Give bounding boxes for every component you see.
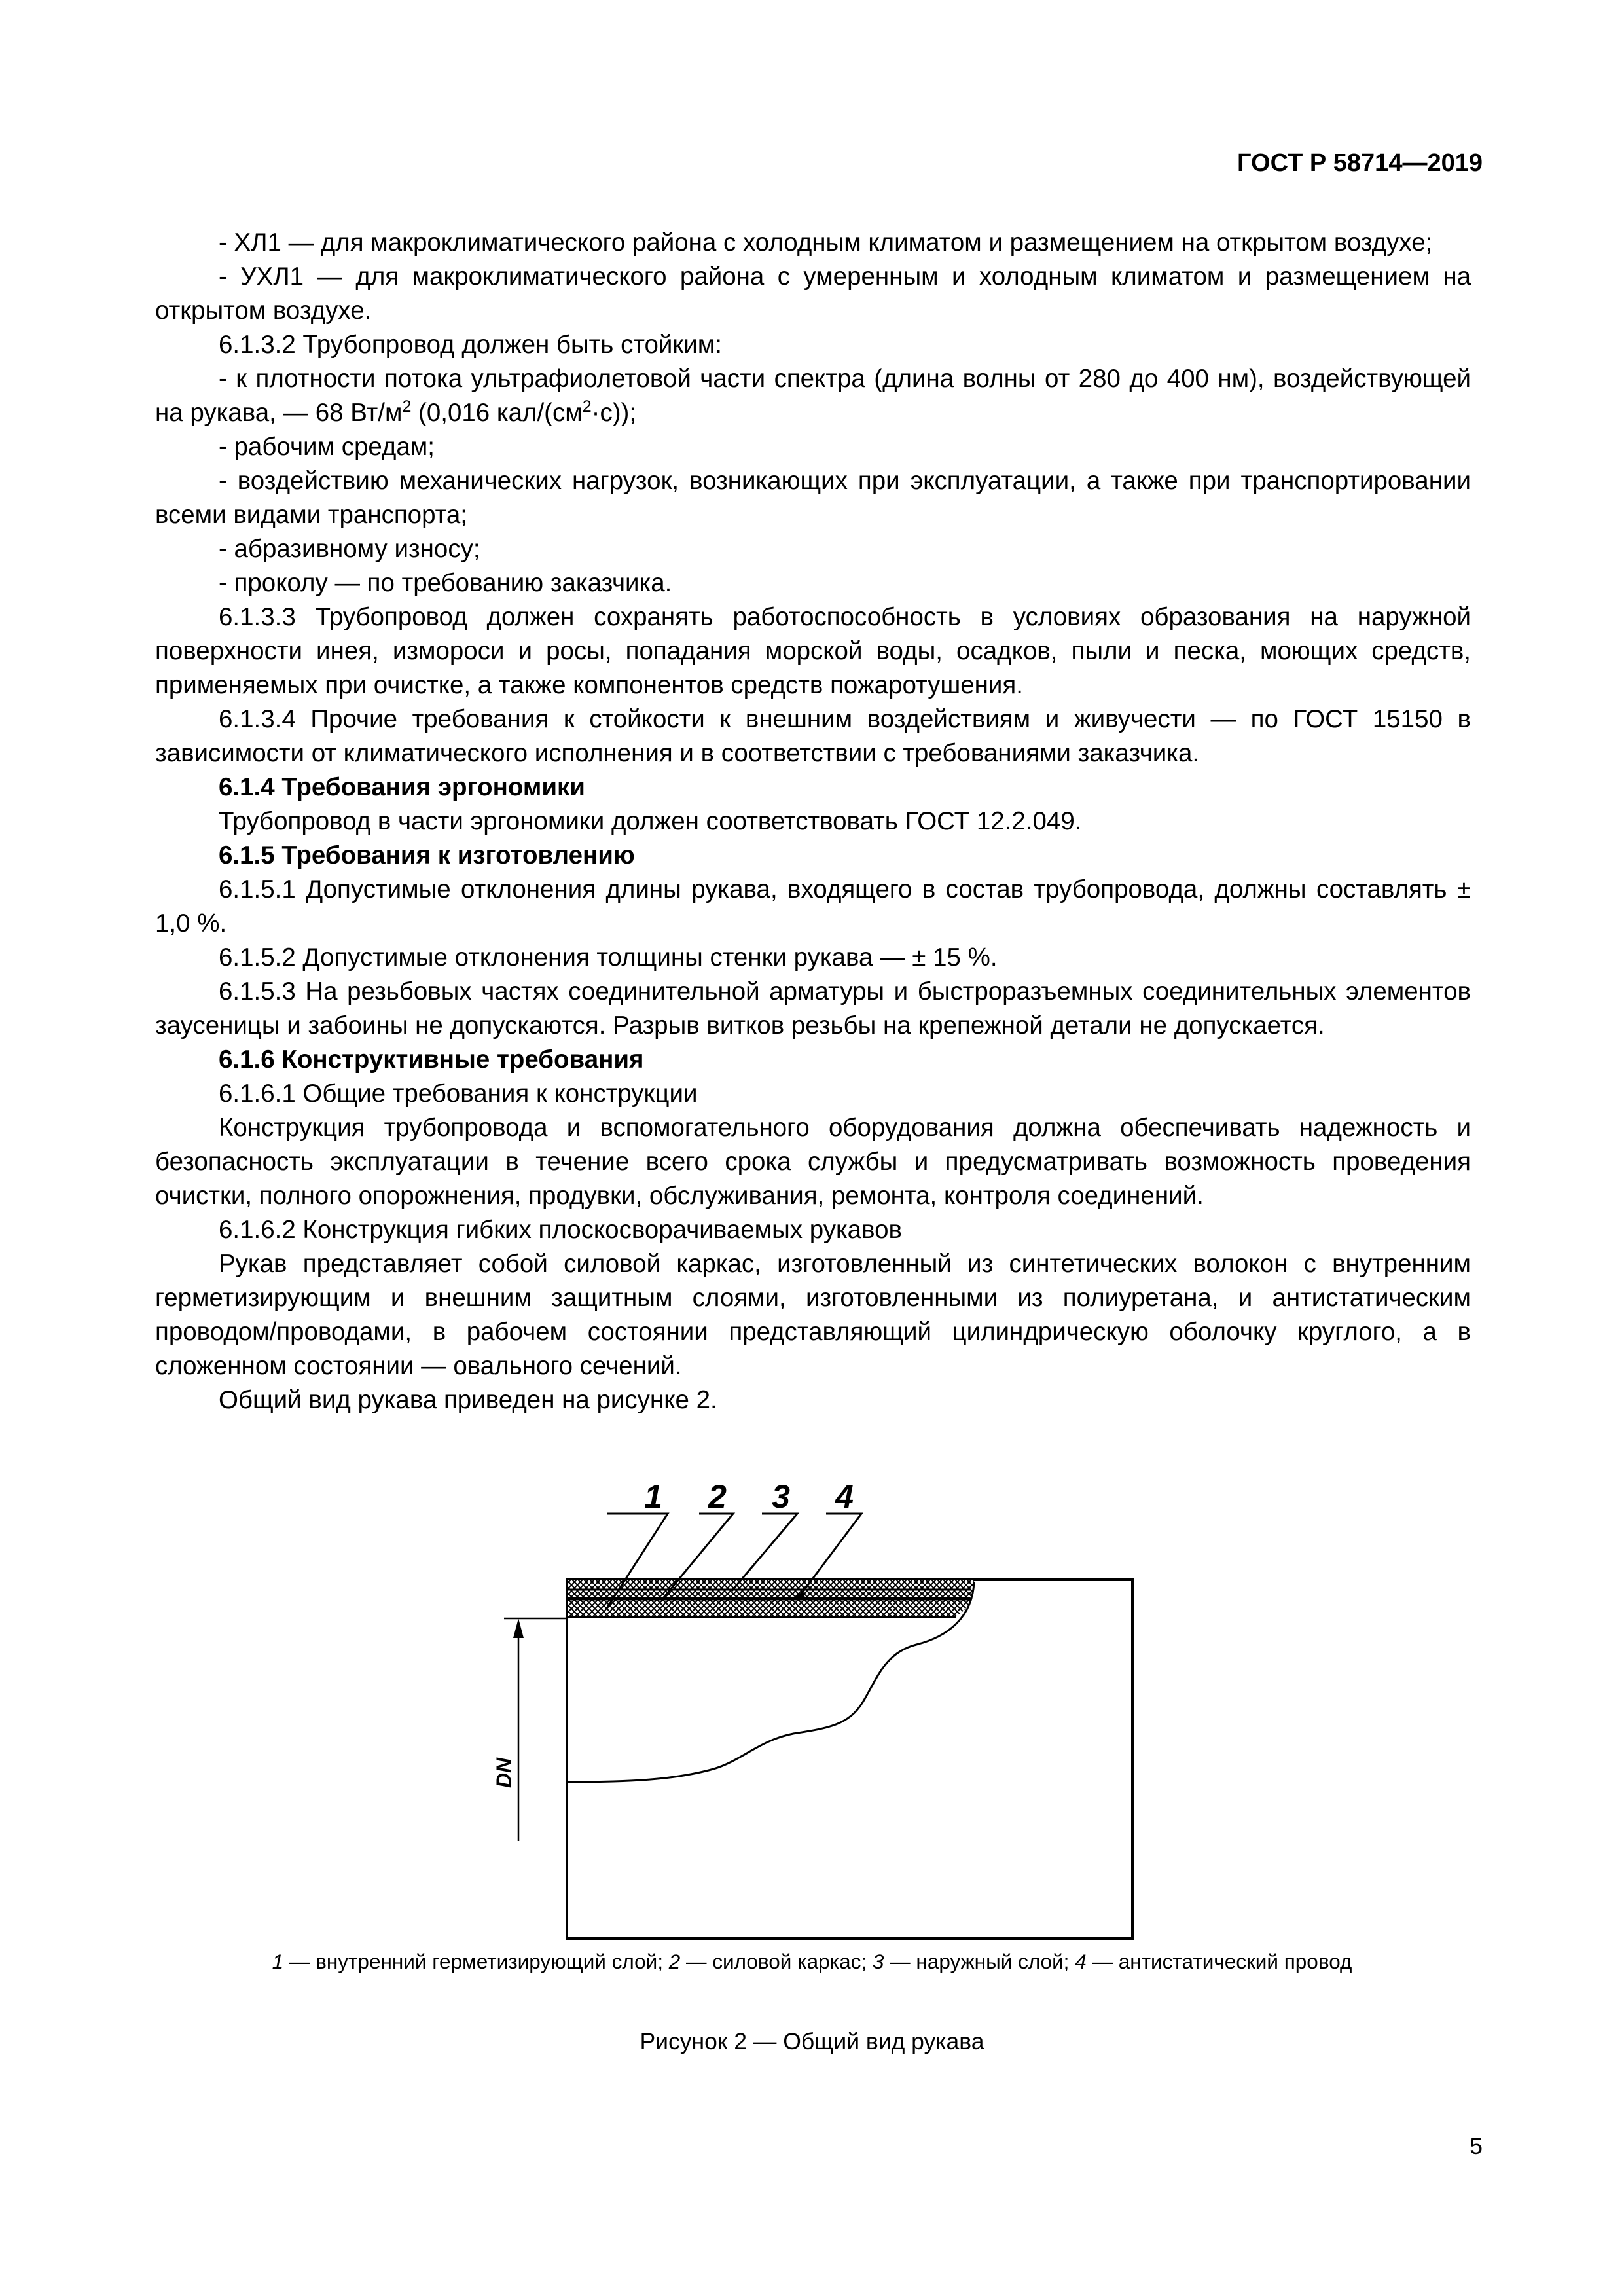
text-run: ·с)); (591, 399, 637, 427)
legend-text: — антистатический провод (1086, 1950, 1352, 1973)
leader-arrow-4 (793, 1591, 805, 1599)
superscript: 2 (582, 397, 592, 416)
paragraph: Общий вид рукава приведен на рисунке 2. (219, 1386, 717, 1414)
leader-line-3 (732, 1514, 797, 1591)
paragraph: - воздействию механических нагрузок, возникающих при эксплуатации, а также при транспортировании всеми видами транспорта; (155, 467, 1471, 529)
paragraph: - проколу — по требованию заказчика. (219, 569, 672, 597)
figure-label-4: 4 (835, 1478, 854, 1515)
paragraph: 6.1.6.2 Конструкция гибких плоскосворачиваемых рукавов (219, 1216, 902, 1244)
legend-number: 1 (272, 1950, 284, 1973)
paragraph: - ХЛ1 — для макроклиматического района с холодным климатом и размещением на открытом воздухе; (219, 228, 1433, 257)
figure-label-2: 2 (708, 1478, 727, 1515)
paragraph: Рукав представляет собой силовой каркас, изготовленный из синтетических волокон с внутренним герметизирующим и внешним защитным слоями, изготовленными из полиуретана, и антистатическим проводом/проводами, в рабочем состоянии представляющий цилиндрическую оболочку круглого, а в сложенном состоянии — овального сечений. (155, 1250, 1471, 1380)
section-heading: 6.1.6 Конструктивные требования (219, 1046, 644, 1074)
legend-number: 3 (872, 1950, 884, 1973)
layer-hatch-band (568, 1580, 974, 1617)
legend-text: — наружный слой; (884, 1950, 1075, 1973)
paragraph: 6.1.5.2 Допустимые отклонения толщины стенки рукава — ± 15 %. (219, 943, 998, 972)
main-text (155, 226, 1471, 1417)
figure-label-3: 3 (772, 1478, 790, 1515)
section-heading: 6.1.4 Требования эргономики (219, 773, 585, 801)
legend-number: 4 (1075, 1950, 1087, 1973)
text-run: - к плотности потока ультрафиолетовой части спектра (длина волны от 280 до 400 нм), воздействующей на рукава, — 68 Вт/м (155, 365, 1471, 427)
leader-line-2 (664, 1514, 733, 1597)
paragraph-uv (155, 362, 1471, 430)
legend-number: 2 (668, 1950, 681, 1973)
figure-legend (0, 1950, 1624, 1974)
leader-line-1 (606, 1514, 668, 1609)
superscript: 2 (402, 397, 412, 416)
leader-line-4 (799, 1514, 861, 1597)
section-heading: 6.1.5 Требования к изготовлению (219, 841, 635, 869)
paragraph: 6.1.5.3 На резьбовых частях соединительной арматуры и быстроразъемных соединительных элементов заусеницы и забоины не допускаются. Разрыв витков резьбы на крепежной детали не допускается. (155, 977, 1471, 1040)
paragraph: 6.1.5.1 Допустимые отклонения длины рукава, входящего в состав трубопровода, должны составлять ± 1,0 %. (155, 875, 1471, 938)
paragraph: 6.1.6.1 Общие требования к конструкции (219, 1080, 698, 1108)
paragraph: 6.1.3.3 Трубопровод должен сохранять работоспособность в условиях образования на наружной поверхности инея, измороси и росы, попадания морской воды, осадков, пыли и песка, моющих средств, применяемых при очистке, а также компонентов средств пожаротушения. (155, 603, 1471, 699)
text-run: (0,016 кал/(см (411, 399, 583, 427)
legend-text: — внутренний герметизирующий слой; (283, 1950, 669, 1973)
figure-caption: Рисунок 2 — Общий вид рукава (640, 2028, 984, 2054)
paragraph: - УХЛ1 — для макроклиматического района с умеренным и холодным климатом и размещением на открытом воздухе. (155, 263, 1471, 325)
paragraph: Трубопровод в части эргономики должен соответствовать ГОСТ 12.2.049. (219, 807, 1082, 835)
paragraph: Конструкция трубопровода и вспомогательного оборудования должна обеспечивать надежность и безопасность эксплуатации в течение всего срока службы и предусматривать возможность проведения очистки, полного опорожнения, продувки, обслуживания, ремонта, контроля соединений. (155, 1114, 1471, 1210)
figure-label-1: 1 (644, 1478, 662, 1515)
paragraph: 6.1.3.4 Прочие требования к стойкости к внешним воздействиям и живучести — по ГОСТ 15150 в зависимости от климатического исполнения и в соответствии с требованиями заказчика. (155, 705, 1471, 767)
document-header: ГОСТ Р 58714—2019 (1237, 149, 1483, 177)
paragraph: 6.1.3.2 Трубопровод должен быть стойким: (219, 331, 722, 359)
paragraph: - рабочим средам; (219, 433, 435, 461)
legend-text: — силовой каркас; (680, 1950, 873, 1973)
page-number: 5 (1470, 2133, 1483, 2159)
dimension-arrow (513, 1618, 524, 1638)
cutaway-curve (568, 1582, 974, 1782)
paragraph: - абразивному износу; (219, 535, 480, 563)
hose-outline (567, 1580, 1132, 1939)
dimension-label: DN (492, 1757, 516, 1789)
